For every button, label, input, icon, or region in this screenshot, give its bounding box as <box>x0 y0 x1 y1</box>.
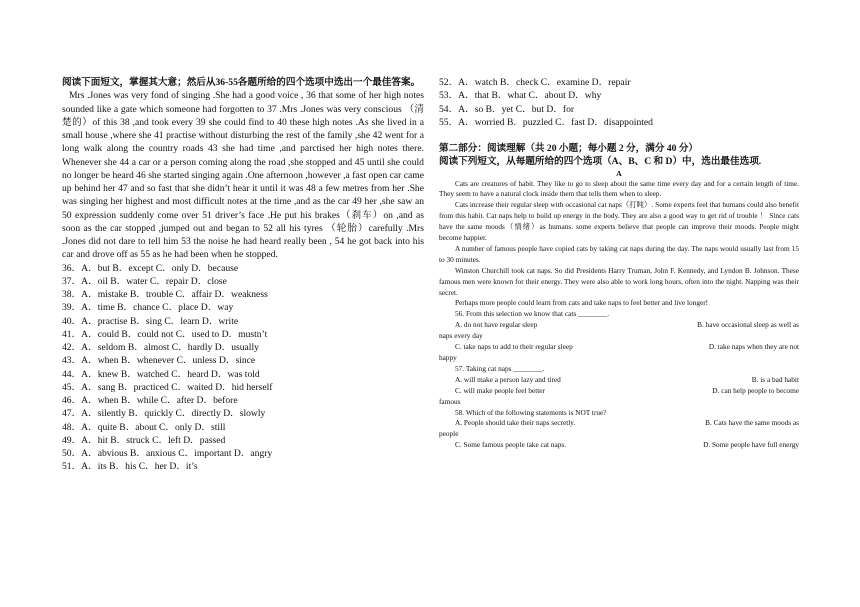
passage-line: high notes sounded like a gate which someone had forgotten to 37 .Mrs .Jones was <box>62 90 424 115</box>
option-line: 38．A．mistake B．trouble C．affair D．weakness <box>62 289 268 300</box>
answer-choice[interactable]: A. do not have regular sleep <box>455 320 538 330</box>
answer-choice[interactable]: D. take naps when they are not <box>708 342 799 352</box>
question-stem: 57. Taking cat naps ________. <box>455 363 545 373</box>
option-line: 54．A．so B．yet C．but D．for <box>439 103 575 115</box>
answer-choice-row <box>439 320 799 331</box>
passage-line: to 40 these high notes .As she lived in a small house ,where she 41 practise <box>62 116 424 141</box>
option-line: 40．A．practise B．sing C．learn D．write <box>62 315 239 327</box>
answer-choice[interactable]: C. Some famous people take cat naps. <box>455 440 567 450</box>
option-line: 43．A．when B．whenever C．unless D．since <box>62 355 256 367</box>
answer-choice[interactable]: A. will make a person lazy and tired <box>455 374 561 384</box>
reading-section <box>439 76 799 451</box>
passage-line: off as 55 as he had been when he stopped. <box>116 249 278 261</box>
answer-choice[interactable]: people <box>439 429 459 439</box>
option-line: 46．A．when B．while C．after D．before <box>62 395 238 406</box>
passage-line: she 44 a car or a person coming along the road ,she stopped and 45 until she could <box>104 156 424 168</box>
answer-choice[interactable]: B. Cats have the same moods as <box>705 418 799 428</box>
option-line: 37．A．oil B．water C．repair D．close <box>62 275 227 287</box>
answer-choice[interactable]: B. have occasional sleep as well as <box>697 320 799 330</box>
option-line: 45．A．sang B．practiced C．waited D．hid herself <box>62 381 273 393</box>
passage-line: without disturbing the rest of the family ,she 42 went for a long walk along the <box>62 130 424 155</box>
passage-line: metres from her .She was singing her highest and most difficult notes at the time ,and <box>62 183 424 208</box>
option-line: 42．A．seldom B．almost C．hardly D．usually <box>62 342 259 353</box>
question-stem: 58. Which of the following statements is NOT true? <box>455 407 607 417</box>
passage-line: very conscious （清楚的）of this 38 ,and took every 39 she could find <box>62 103 424 128</box>
option-line: 44．A．knew B．watched C．heard D．was told <box>62 368 260 380</box>
answer-choice[interactable]: naps every day <box>439 331 483 341</box>
answer-choice[interactable]: famous <box>439 396 461 406</box>
reading-paragraph: Perhaps more people could learn from cats and take naps to feel better and live longer! <box>455 298 709 308</box>
answer-choice[interactable]: A. People should take their naps secretly. <box>455 418 576 428</box>
option-line: 36．A．but B．except C．only D．because <box>62 262 239 274</box>
answer-choice[interactable]: C. will make people feel better <box>455 385 545 395</box>
reading-paragraph: A number of famous people have copied cats by taking cat naps during the day. The naps would usually last from 15 to 30 minutes. <box>439 243 799 264</box>
passage-line: him 53 the noise he had heard really been , 54 he got back into his car and drove <box>62 236 424 261</box>
option-line: 41．A．could B．could not C．used to D．mustn’t <box>62 328 268 340</box>
answer-choice-row <box>439 375 799 386</box>
passage-line: no longer be heard 46 she started singing again .One afternoon ,however ,a fast open <box>62 169 390 181</box>
answer-choice-row <box>439 353 799 364</box>
cloze-instruction: 阅读下面短文，掌握其大意；然后从36-55各题所给的四个选项中选出一个最佳答案。 <box>62 77 421 88</box>
answer-choice[interactable]: B. is a bad habit <box>751 374 799 384</box>
question-list <box>439 309 799 451</box>
reading-passage <box>439 179 799 310</box>
reading-paragraph: Winston Churchill took cat naps. So did Presidents Harry Truman, John F. Kennedy, and Lyndon B. Johnson. These famous men were known for their energy. They were also able to work long hours, often into the night. Napping was their secret. <box>439 265 799 297</box>
option-line: 55．A．worried B．puzzled C．fast D．disappointed <box>439 116 653 128</box>
answer-choice-row <box>439 342 799 353</box>
answer-choice[interactable]: C. take naps to add to their regular sleep <box>455 342 573 352</box>
cloze-passage <box>62 89 424 261</box>
passage-label: A <box>616 168 622 178</box>
reading-paragraph: Cats increase their regular sleep with occasional cat naps（打盹）. Some experts feel that humans could also benefit from this habit. Cat naps help to build up energy in the body. They are also a good way to get rid of trouble ！ Since cats have the same moods（情绪）as humans. some experts believe that people can improve their moods. People might become happier. <box>439 200 799 243</box>
passage-line: face .He put his brakes（刹车）on ,and as soon as the car stopped ,jumped out and <box>62 209 424 234</box>
passage-line: Mrs .Jones was very fond of singing .She had a good voice , 36 that some of her <box>69 90 384 102</box>
part-two-title: 第二部分：阅读理解（共 20 小题；每小题 2 分，满分 40 分） <box>439 143 699 154</box>
reading-instruction: 阅读下列短文，从每题所给的四个选项（A、B、C 和 D）中，选出最佳选项. <box>439 156 762 168</box>
option-line: 51．A．its B．his C．her D．it’s <box>62 461 198 473</box>
question-stem: 56. From this selection we know that cats ________. <box>455 309 610 319</box>
answer-choice[interactable]: D. can help people to become <box>712 385 799 395</box>
passage-line: country roads 43 she had time ,and parctised her high notes there. Whenever <box>62 143 424 168</box>
passage-line: began to 52 all his tyres （轮胎）carefully .Mrs .Jones did not dare to tell <box>62 222 424 247</box>
passage-line: car came up behind her 47 and so fast that she didn’t hear it until it was 48 a few <box>62 169 424 194</box>
answer-choice-row <box>439 418 799 429</box>
option-line: 47．A．silently B．quickly C．directly D．slowly <box>62 408 266 420</box>
option-line: 39．A．time B．chance C．place D．way <box>62 302 234 314</box>
answer-choice[interactable]: D. Some people have full energy <box>703 440 799 450</box>
option-line: 50．A．abvious B．anxious C．important D．angry <box>62 448 273 459</box>
cloze-options-list <box>62 262 424 474</box>
answer-choice-row <box>439 331 799 342</box>
answer-choice-row <box>439 429 799 440</box>
reading-paragraph: Cats are creatures of habit. They like to go to sleep about the same time every day and for a certain length of time. They seem to have a natural clock inside them that tells them when to sleep. <box>439 178 799 199</box>
option-line: 53．A．that B．what C．about D．why <box>439 90 602 102</box>
cloze-options-continued <box>439 76 799 129</box>
option-line: 49．A．hit B．struck C．left D．passed <box>62 434 226 446</box>
answer-choice-row <box>439 386 799 397</box>
cloze-section <box>62 76 424 474</box>
answer-choice-row <box>439 440 799 451</box>
answer-choice[interactable]: happy <box>439 353 457 362</box>
option-line: 52．A．watch B．check C．examine D．repair <box>439 77 631 88</box>
passage-line: as the car 49 her ,she saw an 50 expression suddenly come over 51 driver’s <box>62 196 424 221</box>
answer-choice-row <box>439 397 799 408</box>
option-line: 48．A．quite B．about C．only D．still <box>62 421 226 433</box>
